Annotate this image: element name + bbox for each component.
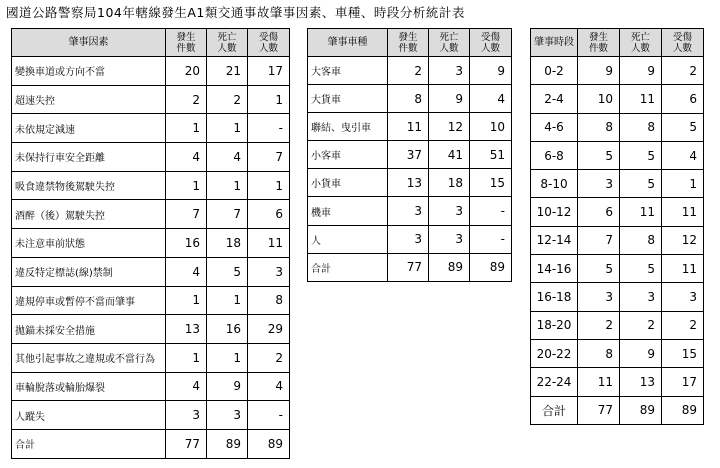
row-label: 拋錨未採安全措施 <box>12 315 166 344</box>
total-row <box>531 396 704 424</box>
count-cell: 11 <box>388 113 429 141</box>
row-label: 8-10 <box>531 170 578 198</box>
column-header: 死亡 人數 <box>429 29 470 57</box>
count-cell: 4 <box>166 372 207 401</box>
row-label: 6-8 <box>531 141 578 169</box>
death-cell: 3 <box>429 225 470 253</box>
count-cell: 1 <box>166 171 207 200</box>
row-label: 車輪脫落或輪胎爆裂 <box>12 372 166 401</box>
table-row <box>308 169 512 197</box>
injury-cell: 5 <box>662 113 704 141</box>
table-row <box>531 113 704 141</box>
table-row <box>531 198 704 226</box>
injury-cell: 51 <box>470 141 512 169</box>
row-label: 小貨車 <box>308 169 388 197</box>
death-cell: 9 <box>429 85 470 113</box>
count-cell: 2 <box>578 311 620 339</box>
row-label: 違規停車或暫停不當而肇事 <box>12 286 166 315</box>
death-cell: 5 <box>620 141 662 169</box>
table-row <box>12 85 290 114</box>
count-cell: 9 <box>578 57 620 85</box>
table-row <box>531 339 704 367</box>
count-cell: 3 <box>388 197 429 225</box>
count-cell: 2 <box>388 57 429 85</box>
count-cell: 11 <box>578 368 620 396</box>
total-row <box>12 429 290 458</box>
death-cell: 21 <box>207 57 248 86</box>
row-label: 大貨車 <box>308 85 388 113</box>
vehicle-table-body <box>308 29 512 282</box>
injury-cell: - <box>248 401 290 430</box>
row-label: 合計 <box>531 396 578 424</box>
count-cell: 13 <box>388 169 429 197</box>
injury-cell: 1 <box>248 171 290 200</box>
death-cell: 18 <box>429 169 470 197</box>
injury-cell: 15 <box>470 169 512 197</box>
injury-cell: 4 <box>662 141 704 169</box>
injury-cell: 11 <box>248 229 290 258</box>
row-label: 機車 <box>308 197 388 225</box>
injury-cell: 17 <box>662 368 704 396</box>
injury-cell: - <box>470 225 512 253</box>
table-row <box>12 143 290 172</box>
injury-cell: 7 <box>248 143 290 172</box>
row-label: 12-14 <box>531 226 578 254</box>
count-cell: 3 <box>578 283 620 311</box>
count-cell: 77 <box>578 396 620 424</box>
row-label: 未保持行車安全距離 <box>12 143 166 172</box>
header-row <box>531 29 704 57</box>
count-cell: 20 <box>166 57 207 86</box>
death-cell: 5 <box>620 170 662 198</box>
injury-cell: 6 <box>248 200 290 229</box>
count-cell: 5 <box>578 141 620 169</box>
count-cell: 7 <box>166 200 207 229</box>
count-cell: 4 <box>166 257 207 286</box>
count-cell: 3 <box>578 170 620 198</box>
table-row <box>308 225 512 253</box>
factor-table <box>11 28 290 459</box>
injury-cell: 11 <box>662 198 704 226</box>
row-label: 大客車 <box>308 57 388 85</box>
death-cell: 11 <box>620 85 662 113</box>
row-label: 人 <box>308 225 388 253</box>
table-row <box>12 286 290 315</box>
header-row <box>12 29 290 57</box>
count-cell: 8 <box>388 85 429 113</box>
row-label: 20-22 <box>531 339 578 367</box>
count-cell: 77 <box>388 253 429 281</box>
time-table-body <box>531 29 704 425</box>
death-cell: 9 <box>620 57 662 85</box>
column-header: 死亡 人數 <box>620 29 662 57</box>
row-label: 人蹤失 <box>12 401 166 430</box>
death-cell: 89 <box>429 253 470 281</box>
table-row <box>531 85 704 113</box>
injury-cell: 12 <box>662 226 704 254</box>
injury-cell: 3 <box>662 283 704 311</box>
injury-cell: 2 <box>662 311 704 339</box>
death-cell: 1 <box>207 114 248 143</box>
death-cell: 1 <box>207 171 248 200</box>
injury-cell: 29 <box>248 315 290 344</box>
column-header: 受傷 人數 <box>662 29 704 57</box>
row-label: 合計 <box>308 253 388 281</box>
count-cell: 16 <box>166 229 207 258</box>
column-header: 肇事因素 <box>12 29 166 57</box>
injury-cell: - <box>248 114 290 143</box>
column-header: 死亡 人數 <box>207 29 248 57</box>
count-cell: 1 <box>166 286 207 315</box>
injury-cell: 3 <box>248 257 290 286</box>
column-header: 肇事車種 <box>308 29 388 57</box>
table-row <box>531 170 704 198</box>
death-cell: 9 <box>207 372 248 401</box>
column-header: 發生 件數 <box>578 29 620 57</box>
table-row <box>308 141 512 169</box>
table-row <box>12 257 290 286</box>
row-label: 4-6 <box>531 113 578 141</box>
row-label: 超速失控 <box>12 85 166 114</box>
death-cell: 89 <box>207 429 248 458</box>
row-label: 14-16 <box>531 255 578 283</box>
death-cell: 8 <box>620 226 662 254</box>
time-table <box>530 28 704 425</box>
table-row <box>12 315 290 344</box>
death-cell: 7 <box>207 200 248 229</box>
death-cell: 8 <box>620 113 662 141</box>
injury-cell: 11 <box>662 255 704 283</box>
column-header: 發生 件數 <box>388 29 429 57</box>
death-cell: 3 <box>429 197 470 225</box>
count-cell: 3 <box>388 225 429 253</box>
count-cell: 8 <box>578 113 620 141</box>
table-row <box>12 200 290 229</box>
death-cell: 41 <box>429 141 470 169</box>
count-cell: 13 <box>166 315 207 344</box>
death-cell: 5 <box>620 255 662 283</box>
vehicle-table <box>307 28 512 282</box>
count-cell: 3 <box>166 401 207 430</box>
row-label: 吸食違禁物後駕駛失控 <box>12 171 166 200</box>
death-cell: 5 <box>207 257 248 286</box>
table-row <box>531 226 704 254</box>
column-header: 肇事時段 <box>531 29 578 57</box>
row-label: 未注意車前狀態 <box>12 229 166 258</box>
death-cell: 89 <box>620 396 662 424</box>
table-row <box>12 229 290 258</box>
injury-cell: 4 <box>248 372 290 401</box>
death-cell: 3 <box>207 401 248 430</box>
table-row <box>531 311 704 339</box>
row-label: 變換車道或方向不當 <box>12 57 166 86</box>
death-cell: 1 <box>207 343 248 372</box>
table-row <box>12 372 290 401</box>
death-cell: 3 <box>620 283 662 311</box>
injury-cell: 1 <box>248 85 290 114</box>
count-cell: 7 <box>578 226 620 254</box>
count-cell: 2 <box>166 85 207 114</box>
table-row <box>308 197 512 225</box>
injury-cell: 2 <box>248 343 290 372</box>
injury-cell: 1 <box>662 170 704 198</box>
table-row <box>531 57 704 85</box>
injury-cell: 17 <box>248 57 290 86</box>
injury-cell: 2 <box>662 57 704 85</box>
column-header: 受傷 人數 <box>470 29 512 57</box>
table-row <box>12 343 290 372</box>
row-label: 0-2 <box>531 57 578 85</box>
death-cell: 12 <box>429 113 470 141</box>
table-row <box>531 283 704 311</box>
death-cell: 13 <box>620 368 662 396</box>
factor-table-body <box>12 29 290 459</box>
row-label: 小客車 <box>308 141 388 169</box>
row-label: 酒醉（後）駕駛失控 <box>12 200 166 229</box>
row-label: 合計 <box>12 429 166 458</box>
table-row <box>308 57 512 85</box>
row-label: 聯結、曳引車 <box>308 113 388 141</box>
table-row <box>531 141 704 169</box>
count-cell: 1 <box>166 114 207 143</box>
death-cell: 2 <box>620 311 662 339</box>
table-row <box>531 255 704 283</box>
death-cell: 18 <box>207 229 248 258</box>
count-cell: 5 <box>578 255 620 283</box>
death-cell: 16 <box>207 315 248 344</box>
count-cell: 6 <box>578 198 620 226</box>
total-row <box>308 253 512 281</box>
death-cell: 4 <box>207 143 248 172</box>
row-label: 2-4 <box>531 85 578 113</box>
table-row <box>12 171 290 200</box>
injury-cell: 89 <box>248 429 290 458</box>
death-cell: 2 <box>207 85 248 114</box>
table-row <box>12 401 290 430</box>
injury-cell: - <box>470 197 512 225</box>
injury-cell: 9 <box>470 57 512 85</box>
death-cell: 1 <box>207 286 248 315</box>
count-cell: 77 <box>166 429 207 458</box>
injury-cell: 89 <box>662 396 704 424</box>
table-row <box>308 85 512 113</box>
count-cell: 8 <box>578 339 620 367</box>
count-cell: 1 <box>166 343 207 372</box>
death-cell: 11 <box>620 198 662 226</box>
column-header: 發生 件數 <box>166 29 207 57</box>
injury-cell: 15 <box>662 339 704 367</box>
table-row <box>308 113 512 141</box>
injury-cell: 4 <box>470 85 512 113</box>
death-cell: 3 <box>429 57 470 85</box>
row-label: 違反特定標誌(線)禁制 <box>12 257 166 286</box>
row-label: 18-20 <box>531 311 578 339</box>
page-title: 國道公路警察局104年轄線發生A1類交通事故肇事因素、車種、時段分析統計表 <box>6 5 465 20</box>
table-row <box>12 114 290 143</box>
injury-cell: 10 <box>470 113 512 141</box>
row-label: 其他引起事故之違規或不當行為 <box>12 343 166 372</box>
column-header: 受傷 人數 <box>248 29 290 57</box>
count-cell: 4 <box>166 143 207 172</box>
table-row <box>12 57 290 86</box>
table-row <box>531 368 704 396</box>
injury-cell: 6 <box>662 85 704 113</box>
row-label: 22-24 <box>531 368 578 396</box>
count-cell: 37 <box>388 141 429 169</box>
header-row <box>308 29 512 57</box>
row-label: 16-18 <box>531 283 578 311</box>
injury-cell: 89 <box>470 253 512 281</box>
row-label: 未依規定減速 <box>12 114 166 143</box>
death-cell: 9 <box>620 339 662 367</box>
count-cell: 10 <box>578 85 620 113</box>
injury-cell: 8 <box>248 286 290 315</box>
row-label: 10-12 <box>531 198 578 226</box>
